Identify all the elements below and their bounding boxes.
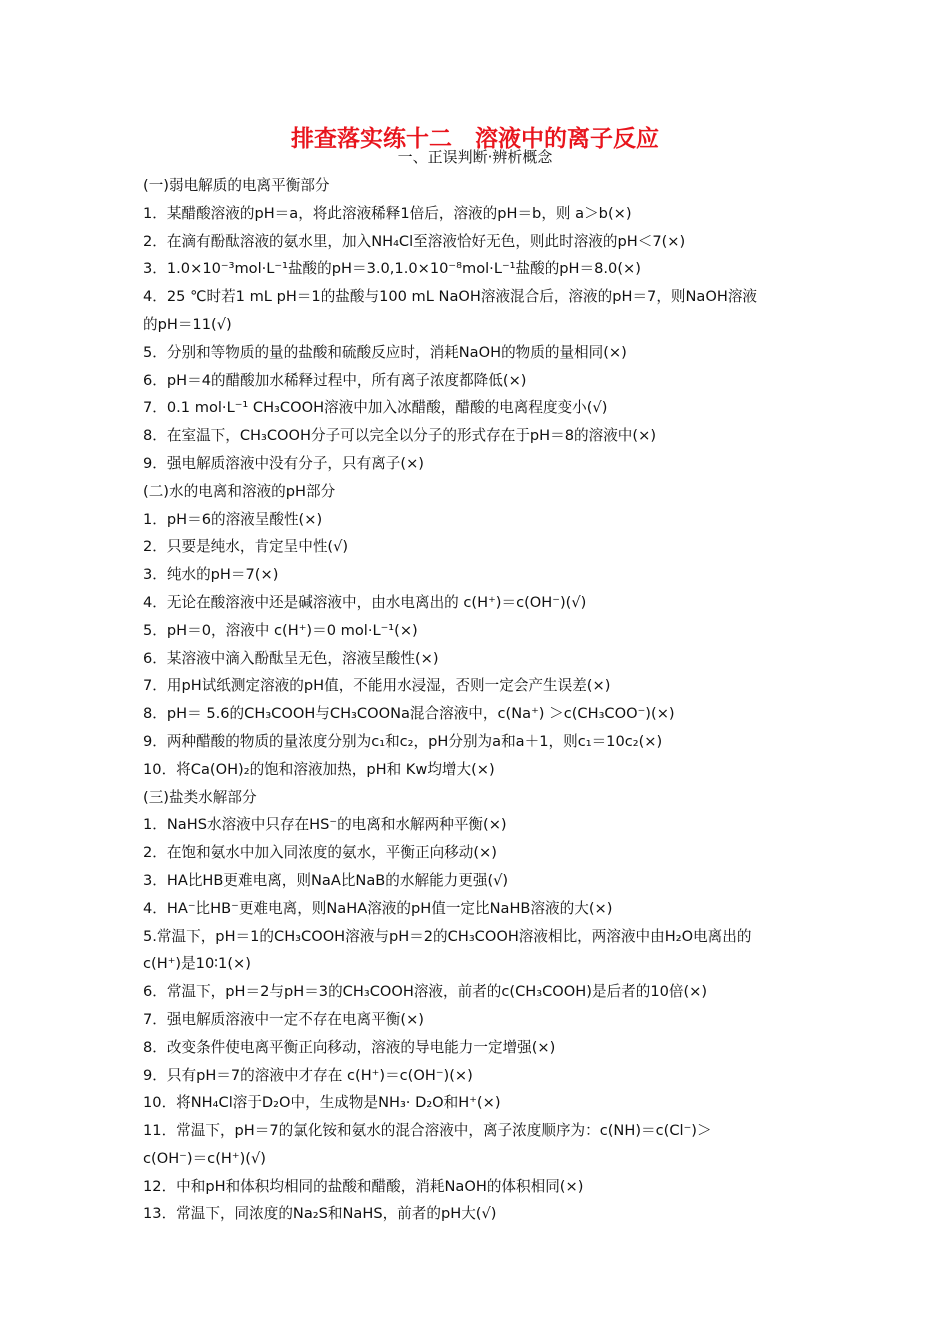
list-item: 8．在室温下，CH₃COOH分子可以完全以分子的形式存在于pH＝8的溶液中(×) <box>143 427 657 445</box>
list-item: 7．0.1 mol·L⁻¹ CH₃COOH溶液中加入冰醋酸，醋酸的电离程度变小(√) <box>143 399 608 417</box>
list-item: 2．只要是纯水，肯定呈中性(√) <box>143 538 349 556</box>
list-item: 5．pH＝0，溶液中 c(H⁺)＝0 mol·L⁻¹(×) <box>143 621 418 639</box>
section-heading: 一、正误判断·辨析概念 <box>397 148 553 166</box>
list-item: 3．纯水的pH＝7(×) <box>143 566 279 584</box>
list-item: 2．在滴有酚酞溶液的氨水里，加入NH₄Cl至溶液恰好无色，则此时溶液的pH＜7(×) <box>143 232 686 250</box>
list-item: 7．用pH试纸测定溶液的pH值，不能用水浸湿，否则一定会产生误差(×) <box>143 677 611 695</box>
list-item: 5．分别和等物质的量的盐酸和硫酸反应时，消耗NaOH的物质的量相同(×) <box>143 343 627 361</box>
list-item: 7．强电解质溶液中一定不存在电离平衡(×) <box>143 1010 424 1028</box>
list-item: 9．只有pH＝7的溶液中才存在 c(H⁺)＝c(OH⁻)(×) <box>143 1066 473 1084</box>
list-item: 6．常温下，pH＝2与pH＝3的CH₃COOH溶液，前者的c(CH₃COOH)是后者的10倍(×) <box>143 983 708 1001</box>
list-item: 4．无论在酸溶液中还是碱溶液中，由水电离出的 c(H⁺)＝c(OH⁻)(√) <box>143 593 587 611</box>
list-item: 13．常温下，同浓度的Na₂S和NaHS，前者的pH大(√) <box>143 1205 497 1223</box>
list-item: 3．1.0×10⁻³mol·L⁻¹盐酸的pH＝3.0,1.0×10⁻⁸mol·L⁻¹盐酸的pH＝8.0(×) <box>143 260 641 278</box>
list-item: 10．将Ca(OH)₂的饱和溶液加热，pH和 Kw均增大(×) <box>143 760 495 778</box>
list-item-continuation: 的pH＝11(√) <box>143 315 232 333</box>
list-item-continuation: c(OH⁻)＝c(H⁺)(√) <box>143 1149 266 1167</box>
section-subheading: (二)水的电离和溶液的pH部分 <box>143 482 336 500</box>
list-item-continuation: c(H⁺)是10∶1(×) <box>143 955 251 973</box>
list-item: 10．将NH₄Cl溶于D₂O中，生成物是NH₃· D₂O和H⁺(×) <box>143 1094 501 1112</box>
list-item: 6．某溶液中滴入酚酞呈无色，溶液呈酸性(×) <box>143 649 439 667</box>
list-item: 1．某醋酸溶液的pH＝a，将此溶液稀释1倍后，溶液的pH＝b，则 a＞b(×) <box>143 204 632 222</box>
list-item: 1．pH＝6的溶液呈酸性(×) <box>143 510 323 528</box>
list-item: 11．常温下，pH＝7的氯化铵和氨水的混合溶液中，离子浓度顺序为：c(NH)＝c(Cl⁻)＞ <box>143 1122 712 1140</box>
list-item: 6．pH＝4的醋酸加水稀释过程中，所有离子浓度都降低(×) <box>143 371 527 389</box>
list-item: 9．两种醋酸的物质的量浓度分别为c₁和c₂，pH分别为a和a＋1，则c₁＝10c₂(×) <box>143 732 663 750</box>
list-item: 4．HA⁻比HB⁻更难电离，则NaHA溶液的pH值一定比NaHB溶液的大(×) <box>143 899 613 917</box>
section-subheading: (三)盐类水解部分 <box>143 788 257 806</box>
list-item: 8．改变条件使电离平衡正向移动，溶液的导电能力一定增强(×) <box>143 1038 556 1056</box>
list-item: 4．25 ℃时若1 mL pH＝1的盐酸与100 mL NaOH溶液混合后，溶液的pH＝7，则NaOH溶液 <box>143 288 758 306</box>
list-item: 8．pH＝ 5.6的CH₃COOH与CH₃COONa混合溶液中，c(Na⁺) ＞c(CH₃COO⁻)(×) <box>143 705 675 723</box>
list-item: 5.常温下，pH＝1的CH₃COOH溶液与pH＝2的CH₃COOH溶液相比，两溶液中由H₂O电离出的 <box>143 927 752 945</box>
list-item: 9．强电解质溶液中没有分子，只有离子(×) <box>143 454 424 472</box>
document-body <box>143 172 823 1228</box>
page-title: 排查落实练十二 溶液中的离子反应 <box>291 126 659 152</box>
list-item: 3．HA比HB更难电离，则NaA比NaB的水解能力更强(√) <box>143 871 509 889</box>
list-item: 12．中和pH和体积均相同的盐酸和醋酸，消耗NaOH的体积相同(×) <box>143 1177 584 1195</box>
list-item: 2．在饱和氨水中加入同浓度的氨水，平衡正向移动(×) <box>143 844 497 862</box>
section-subheading: (一)弱电解质的电离平衡部分 <box>143 177 330 194</box>
list-item: 1．NaHS水溶液中只存在HS⁻的电离和水解两种平衡(×) <box>143 816 507 834</box>
